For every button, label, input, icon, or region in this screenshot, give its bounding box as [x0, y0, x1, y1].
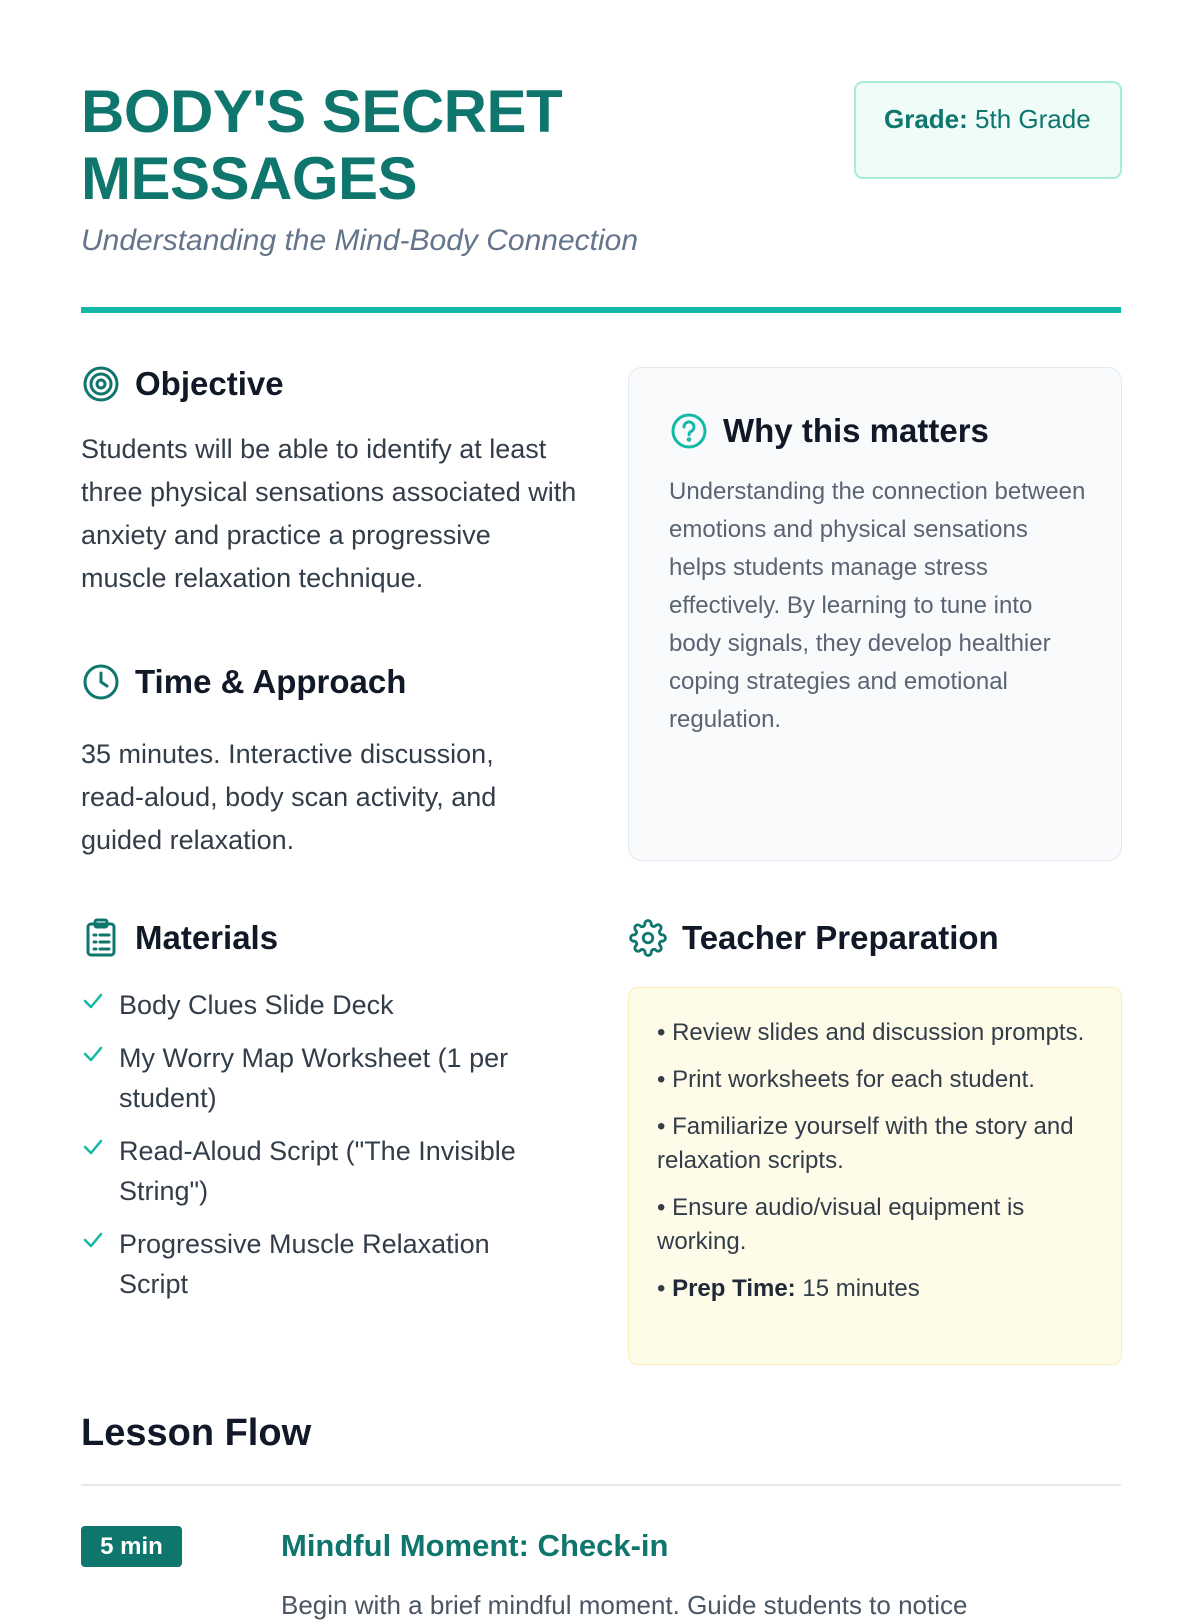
materials-title: Materials [135, 919, 279, 956]
materials-item-label: Read-Aloud Script ("The Invisible String") [119, 1136, 516, 1206]
why-text: Understanding the connection between emotions and physical sensations helps students manage stress effectively. By learning to tune into body signals, they develop healthier coping strategies and emotional regulation. [669, 478, 1086, 733]
why-heading [669, 411, 989, 451]
step-duration-badge: 5 min [81, 1526, 182, 1567]
title-line-2: MESSAGES [81, 145, 418, 212]
materials-item-label: Body Clues Slide Deck [119, 990, 394, 1020]
title-line-1: BODY'S SECRET [81, 78, 563, 145]
grade-badge [854, 81, 1122, 179]
target-icon [81, 364, 121, 404]
time-approach-heading [81, 662, 406, 702]
list-item: • Prep Time: 15 minutes [657, 1275, 920, 1302]
why-title: Why this matters [723, 412, 989, 449]
teacher-prep-card [628, 987, 1122, 1365]
grade-value: 5th Grade [975, 104, 1091, 134]
prep-time-label: Prep Time: [672, 1275, 796, 1302]
lesson-plan-page [81, 0, 1121, 1620]
list-item [81, 985, 561, 1025]
page-subtitle: Understanding the Mind-Body Connection [81, 224, 639, 257]
materials-heading [81, 918, 278, 958]
check-icon [81, 1042, 105, 1066]
prep-time-value: 15 minutes [802, 1275, 920, 1302]
objective-text: Students will be able to identify at least three physical sensations associated with anxiety and practice a progressive muscle relaxation technique. [81, 434, 577, 593]
check-icon [81, 989, 105, 1013]
prep-item-label: Review slides and discussion prompts. [672, 1019, 1085, 1046]
teacher-prep-title: Teacher Preparation [682, 919, 999, 956]
list-item [81, 1038, 561, 1118]
time-approach-title: Time & Approach [135, 663, 407, 700]
check-icon [81, 1228, 105, 1252]
lesson-flow-divider [81, 1484, 1121, 1486]
clipboard-icon [81, 918, 121, 958]
lesson-flow-title: Lesson Flow [81, 1412, 312, 1454]
step-description: Begin with a brief mindful moment. Guide students to notice [281, 1590, 968, 1620]
question-circle-icon [669, 411, 709, 451]
objective-heading [81, 364, 284, 404]
list-item: • Ensure audio/visual equipment is working. [657, 1194, 1025, 1255]
list-item [81, 1131, 561, 1211]
teacher-prep-heading [628, 918, 999, 958]
grade-label: Grade: [884, 104, 968, 134]
materials-list [81, 985, 561, 1317]
page-title [81, 78, 781, 212]
list-item: • Review slides and discussion prompts. [657, 1019, 1085, 1046]
materials-item-label: Progressive Muscle Relaxation Script [119, 1229, 490, 1299]
gear-icon [628, 918, 668, 958]
materials-item-label: My Worry Map Worksheet (1 per student) [119, 1043, 509, 1113]
step-title: Mindful Moment: Check-in [281, 1528, 669, 1563]
clock-icon [81, 662, 121, 702]
check-icon [81, 1135, 105, 1159]
prep-item-label: Familiarize yourself with the story and relaxation scripts. [657, 1113, 1074, 1174]
prep-item-label: Print worksheets for each student. [672, 1066, 1035, 1093]
list-item: • Familiarize yourself with the story and relaxation scripts. [657, 1113, 1074, 1174]
prep-list [629, 988, 1121, 1306]
time-approach-text: 35 minutes. Interactive discussion, read-aloud, body scan activity, and guided relaxation. [81, 739, 497, 855]
objective-title: Objective [135, 365, 284, 402]
why-this-matters-card [628, 367, 1122, 861]
prep-item-label: Ensure audio/visual equipment is working. [657, 1194, 1025, 1255]
list-item [81, 1224, 561, 1304]
header-divider [81, 307, 1121, 313]
list-item: • Print worksheets for each student. [657, 1066, 1035, 1093]
